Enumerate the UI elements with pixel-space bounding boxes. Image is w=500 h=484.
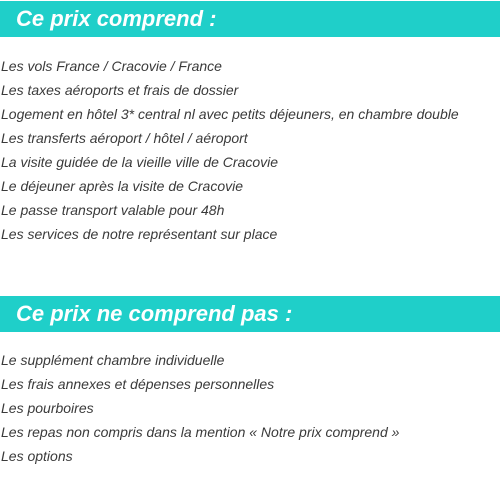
list-item: Les vols France / Cracovie / France bbox=[1, 58, 222, 74]
list-item: Logement en hôtel 3* central nl avec petits déjeuners, en chambre double bbox=[1, 106, 459, 122]
list-item: Les services de notre représentant sur place bbox=[1, 226, 278, 242]
list-item: Le déjeuner après la visite de Cracovie bbox=[1, 178, 244, 194]
list-item: Les transferts aéroport / hôtel / aéroport bbox=[1, 130, 248, 146]
list-item: Le supplément chambre individuelle bbox=[1, 352, 225, 368]
list-item: Les options bbox=[1, 448, 73, 464]
includes-list bbox=[0, 54, 500, 246]
includes-section-title: Ce prix comprend : bbox=[0, 1, 500, 37]
list-item: Le passe transport valable pour 48h bbox=[1, 202, 225, 218]
excludes-list bbox=[0, 348, 500, 468]
list-item: Les frais annexes et dépenses personnelles bbox=[1, 376, 275, 392]
list-item: Les repas non compris dans la mention « Notre prix comprend » bbox=[1, 424, 400, 440]
list-item: Les pourboires bbox=[1, 400, 94, 416]
list-item: La visite guidée de la vieille ville de Cracovie bbox=[1, 154, 279, 170]
excludes-section-title: Ce prix ne comprend pas : bbox=[0, 296, 500, 332]
list-item: Les taxes aéroports et frais de dossier bbox=[1, 82, 239, 98]
